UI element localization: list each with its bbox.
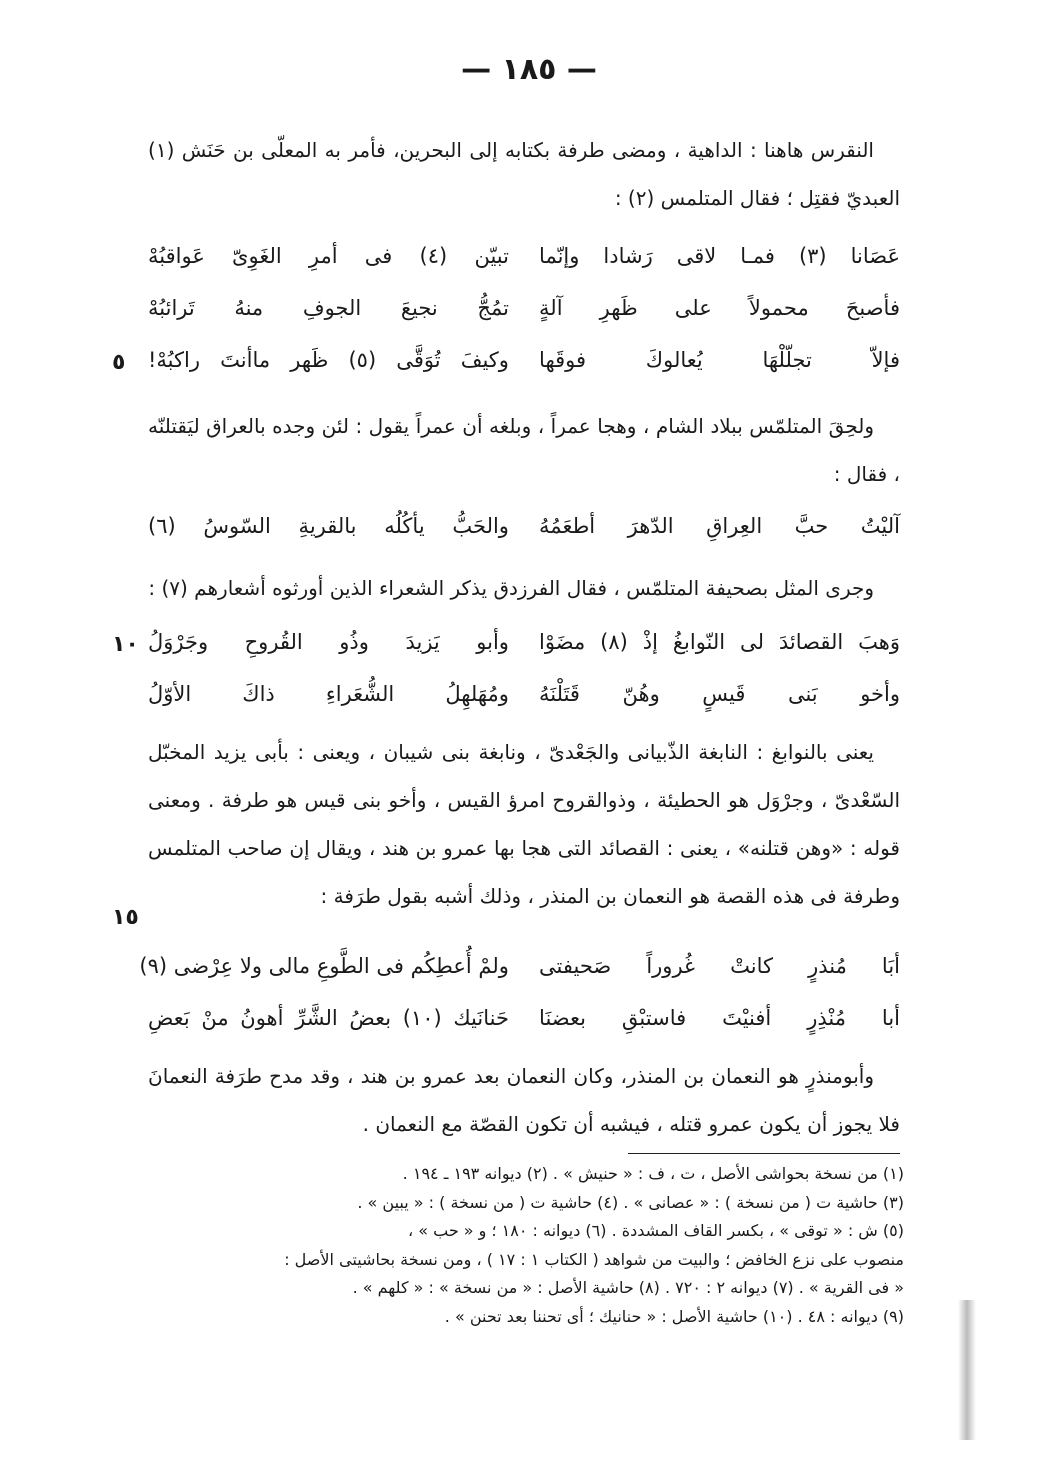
verse-first-hemistich: عَصَانا (٣) فمـا لاقى رَشادا وإنّما	[539, 244, 900, 268]
paragraph-text: ولحِقَ المتلمّس ببلاد الشام ، وهجا عمراً ، وبلغه أن عمراً يقول : لئن وجده بالعراق ليَقتلنّه ، فقال :	[148, 414, 900, 486]
body-paragraph-2	[148, 402, 900, 498]
body-paragraph-3	[148, 564, 900, 612]
page-number: — ١٨٥ —	[461, 52, 597, 87]
verse-second-hemistich: والحَبُّ يأكُلُه بالقريةِ السّوسُ (٦)	[148, 514, 509, 538]
footnote-line: « فى القرية » . (٧) ديوانه ٢ : ٧٢٠ . (٨) حاشية الأصل : « من نسخة » : « كلهم » .	[352, 1278, 904, 1297]
verse-line	[148, 282, 900, 334]
poem-block-1	[148, 230, 900, 386]
footnotes	[148, 1160, 904, 1331]
verse-second-hemistich: وكيفَ تُوَقَّى (٥) ظَهر ماأنتَ راكبُهْ!	[148, 348, 509, 372]
body-paragraph-5	[148, 1052, 900, 1148]
paragraph-text: وأبومنذرٍ هو النعمان بن المنذر، وكان النعمان بعد عمرو بن هند ، وقد مدح طرَفة النعمانَ فلا يجوز أن يكون عمرو قتله ، فيشبه أن تكون القصّة مع النعمان .	[148, 1064, 900, 1136]
footnote-line: (٣) حاشية ت ( من نسخة ) : « عصانى » . (٤) حاشية ت ( من نسخة ) : « يبين » .	[357, 1192, 904, 1212]
margin-line-number: ١٠	[112, 632, 139, 657]
margin-line-number: ١٥	[112, 905, 139, 930]
verse-first-hemistich: أبَا مُنذرٍ كانتْ غُروراً صَحيفتى	[539, 954, 900, 978]
verse-line	[148, 616, 900, 668]
footnote-line: منصوب على نزع الخافض ؛ والبيت من شواهد ( الكتاب ١ : ١٧ ) ، ومن نسخة بحاشيتى الأصل :	[284, 1249, 904, 1269]
verse-second-hemistich: حَنانَيك (١٠) بعضُ الشَّرِّ أهونُ منْ بَعضِ	[148, 1006, 509, 1030]
body-paragraph-4	[148, 728, 900, 920]
poem-block-4	[139, 940, 900, 1044]
scan-shadow	[958, 1300, 976, 1440]
verse-second-hemistich: تبيّن (٤) فى أمرِ الغَوِىّ عَواقبُهْ	[148, 244, 509, 268]
verse-line	[139, 940, 900, 992]
verse-line	[148, 334, 900, 386]
footnote-separator-rule	[628, 1153, 900, 1154]
verse-first-hemistich: أبا مُنْذِرٍ أفنيْتَ فاستبْقِ بعضنَا	[539, 1006, 900, 1030]
verse-second-hemistich: ولمْ أُعطِكُم فى الطَّوعِ مالى ولا عِرْضى (٩)	[139, 954, 509, 978]
verse-line	[148, 500, 900, 552]
body-paragraph-1	[148, 126, 900, 222]
paragraph-text: وجرى المثل بصحيفة المتلمّس ، فقال الفرزدق يذكر الشعراء الذين أورثوه أشعارهم (٧) :	[148, 576, 874, 600]
verse-first-hemistich: وأخو بَنى قَيسٍ وهُنّ قَتَلْنَهُ	[539, 682, 900, 706]
margin-line-number: ٥	[112, 350, 126, 375]
poem-block-2	[148, 500, 900, 552]
paragraph-text: النقرس هاهنا : الداهية ، ومضى طرفة بكتابه إلى البحرين، فأمر به المعلّى بن حَنَش (١) العبديّ فقتِل ؛ فقال المتلمس (٢) :	[148, 138, 900, 210]
verse-second-hemistich: ومُهَلهِلُ الشُّعَراءِ ذاكَ الأوّلُ	[148, 682, 509, 706]
verse-first-hemistich: آليْتُ حبَّ العِراقِ الدّهرَ أطعَمُهُ	[539, 514, 900, 538]
verse-line	[148, 668, 900, 720]
verse-second-hemistich: وأبو يَزيدَ وذُو القُروحِ وجَرْوَلُ	[148, 630, 509, 654]
verse-line	[148, 992, 900, 1044]
verse-first-hemistich: فأصبحَ محمولاً على ظَهرِ آلةٍ	[539, 296, 900, 320]
footnote-line: (٩) ديوانه : ٤٨ . (١٠) حاشية الأصل : « حنانيك ؛ أى تحننا بعد تحنن » .	[444, 1306, 904, 1326]
footnote-line: (١) من نسخة بحواشى الأصل ، ت ، ف : « حنيش » . (٢) ديوانه ١٩٣ ـ ١٩٤ .	[402, 1164, 904, 1183]
footnote-line: (٥) ش : « توقى » ، بكسر القاف المشددة . (٦) ديوانه : ١٨٠ ؛ و « حب » ،	[407, 1221, 904, 1240]
verse-line	[148, 230, 900, 282]
verse-first-hemistich: وَهبَ القصائدَ لى النّوابغُ إذْ (٨) مضَوْا	[539, 630, 900, 654]
poem-block-3	[148, 616, 900, 720]
paragraph-text: يعنى بالنوابغ : النابغة الذّبيانى والجَعْدىّ ، ونابغة بنى شيبان ، ويعنى : بأبى يزيد المخبّل السّعْدىّ ، وجرْوَل هو الحطيئة ، وذوالقروح امرؤ القيس ، وأخو بنى قيس هو طرفة . ومعنى قوله : «وهن قتلنه» ، يعنى : القصائد التى هجا بها عمرو بن هند ، ويقال إن صاحب المتلمس وطرفة فى هذه القصة هو النعمان بن المنذر ، وذلك أشبه بقول طرَفة :	[148, 740, 900, 908]
verse-first-hemistich: فإلاّ تجلّلْهَا يُعالوكَ فوقَها	[539, 348, 900, 372]
verse-second-hemistich: تمُجُّ نجيعَ الجوفِ منهُ تَرائبُهْ	[148, 296, 509, 320]
